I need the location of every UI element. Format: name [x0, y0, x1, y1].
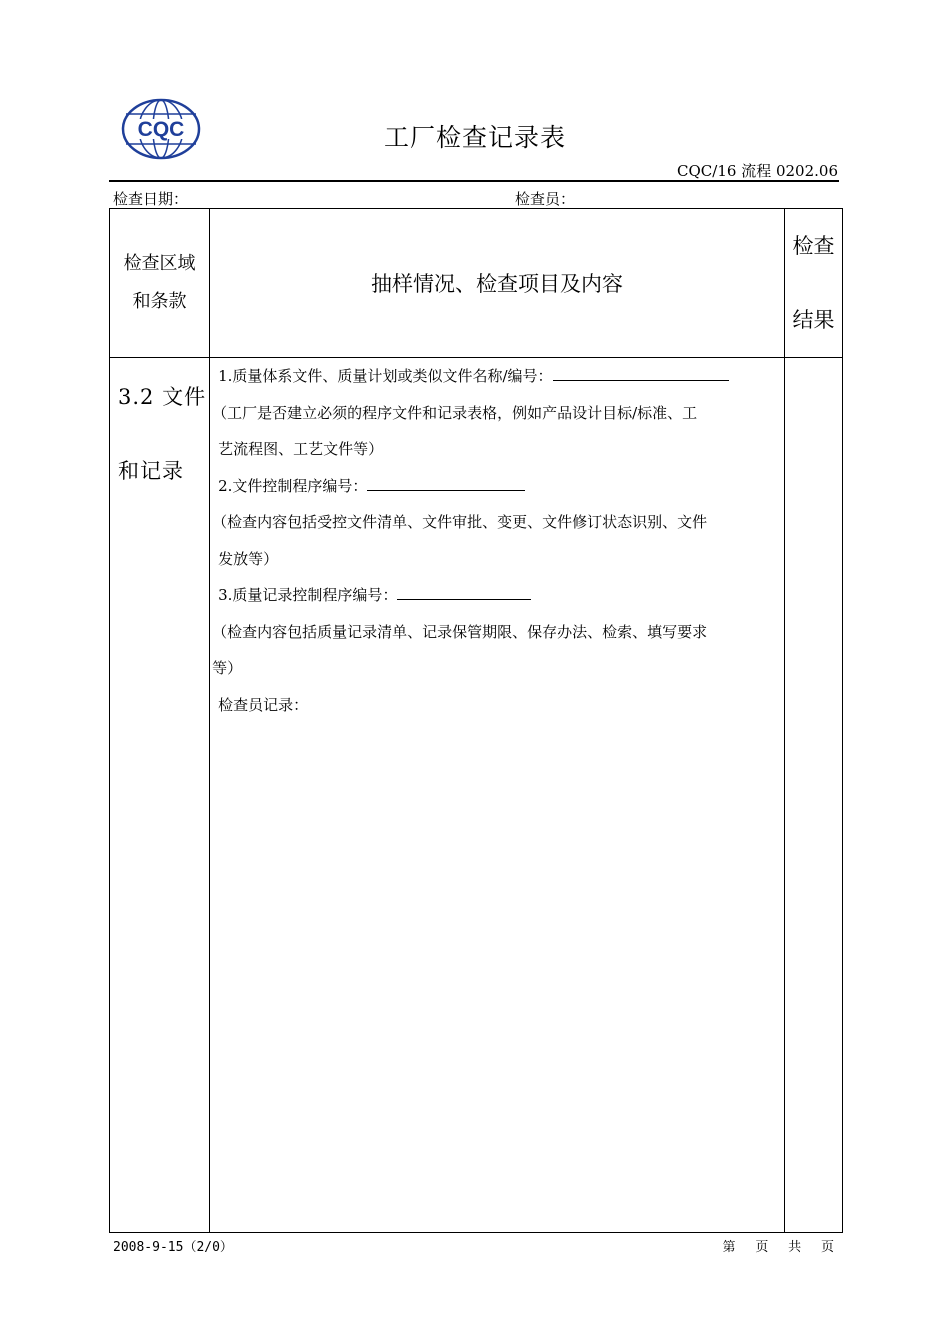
header-content: 抽样情况、检查项目及内容 — [210, 209, 785, 358]
header-result-line2: 结果 — [792, 308, 835, 332]
footer-page-number: 第 页 共 页 — [722, 1240, 834, 1255]
item-1-note-line1: （工厂是否建立必须的程序文件和记录表格，例如产品设计目标/标准、工 — [212, 403, 698, 422]
inspection-table — [109, 208, 843, 1233]
header-area-line2: 和条款 — [132, 291, 187, 312]
header-result — [784, 209, 842, 358]
table-row — [110, 358, 843, 1233]
header-result-line1: 检查 — [792, 234, 835, 258]
logo-text: CQC — [137, 118, 185, 141]
item-1-text: 1.质量体系文件、质量计划或类似文件名称/编号： — [218, 367, 553, 385]
item-3-text: 3.质量记录控制程序编号： — [218, 586, 398, 604]
item-1-note-line2: 艺流程图、工艺文件等） — [218, 440, 384, 458]
clause-cell — [110, 358, 210, 1233]
item-2-text: 2.文件控制程序编号： — [218, 476, 368, 495]
item-3-blank[interactable] — [397, 585, 531, 600]
clause-line2: 和记录 — [118, 459, 184, 483]
footer-date-version: 2008-9-15（2/0） — [113, 1240, 233, 1255]
inspector-record-label: 检查员记录： — [218, 695, 309, 714]
item-1-blank[interactable] — [553, 366, 729, 381]
item-2-note-line1: （检查内容包括受控文件清单、文件审批、变更、文件修订状态识别、文件 — [212, 513, 708, 531]
content-cell[interactable] — [210, 358, 785, 1233]
table-header-row — [110, 209, 843, 358]
header-divider — [109, 180, 839, 182]
header-area-clause — [110, 209, 210, 358]
item-2-note-line2: 发放等） — [218, 549, 279, 568]
inspection-date-label: 检查日期： — [113, 190, 189, 208]
item-3-note-line2: 等） — [212, 659, 243, 677]
result-cell[interactable] — [784, 358, 842, 1233]
inspector-label: 检查员： — [515, 190, 576, 208]
header-area-line1: 检查区域 — [123, 253, 196, 274]
item-2-blank[interactable] — [367, 476, 525, 491]
clause-line1: 3.2 文件 — [118, 385, 207, 409]
item-3-note-line1: （检查内容包括质量记录清单、记录保管期限、保存办法、检索、填写要求 — [212, 622, 708, 641]
document-number: CQC/16 流程 0202.06 — [677, 162, 838, 180]
form-title: 工厂检查记录表 — [383, 123, 566, 152]
